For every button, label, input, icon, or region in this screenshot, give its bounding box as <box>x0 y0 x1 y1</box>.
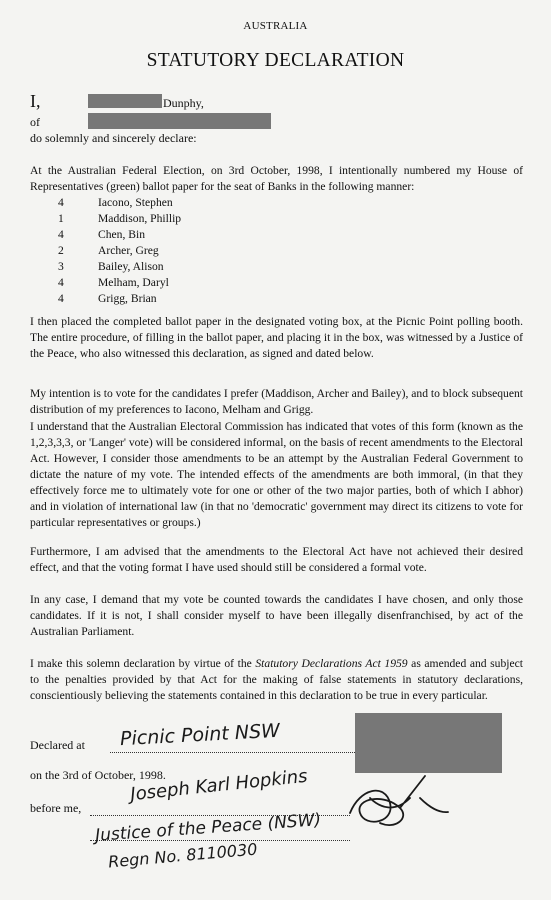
ballot-vote-list <box>58 195 181 307</box>
date-line: on the 3rd of October, 1998. <box>30 768 166 782</box>
act-name: Statutory Declarations Act 1959 <box>255 657 408 670</box>
solemn-declaration-paragraph <box>30 656 523 704</box>
witness-signature-icon <box>340 768 450 838</box>
list-item <box>58 291 181 307</box>
vote-number: 4 <box>58 292 64 305</box>
vote-number: 4 <box>58 196 64 209</box>
list-item <box>58 275 181 291</box>
list-item <box>58 227 181 243</box>
understanding-paragraph: I understand that the Australian Electoral Commission has indicated that votes of this form (known as the 1,2,3,3,3, or 'Langer' vote) will be considered informal, on the basis of recent amendments to the Electoral Act. However, I consider those amendments to be an attempt by the Australian Federal Government to dictate the nature of my vote. The intended effects of the amendments are both immoral, (in that they effectively force me to ultimately vote for one or other of the two major parties, both of which I abhor) and in violation of international law (in that no 'democratic' government may direct its citizens to vote for particular representatives or groups.) <box>30 420 523 529</box>
document-title: STATUTORY DECLARATION <box>146 50 405 71</box>
candidate-name: Melham, Daryl <box>98 276 169 289</box>
furthermore-paragraph: Furthermore, I am advised that the amendments to the Electoral Act have not achieved their desired effect, and that the voting format I have used should still be considered a formal vote. <box>30 545 523 574</box>
of-label: of <box>30 115 40 129</box>
candidate-name: Chen, Bin <box>98 228 146 241</box>
candidate-name: Grigg, Brian <box>98 292 157 305</box>
list-item <box>58 195 181 211</box>
solemn-text-start: I make this solemn declaration by virtue of the <box>30 657 256 670</box>
redacted-address <box>88 113 271 129</box>
intro-paragraph: At the Australian Federal Election, on 3rd October, 1998, I intentionally numbered my House of Representatives (green) ballot paper for the seat of Banks in the following manner: <box>30 164 523 193</box>
witness-title-handwriting: Justice of the Peace (NSW) <box>94 810 322 846</box>
country-heading: AUSTRALIA <box>243 20 308 32</box>
list-item <box>58 243 181 259</box>
vote-number: 4 <box>58 276 64 289</box>
vote-number: 1 <box>58 212 64 225</box>
vote-number: 2 <box>58 244 64 257</box>
list-item <box>58 211 181 227</box>
vote-number: 3 <box>58 260 64 273</box>
declared-at-label: Declared at <box>30 738 85 752</box>
vote-number: 4 <box>58 228 64 241</box>
declarant-surname: Dunphy, <box>163 96 204 110</box>
declare-line: do solemnly and sincerely declare: <box>30 131 197 145</box>
intention-paragraph: My intention is to vote for the candidates I prefer (Maddison, Archer and Bailey), and to block subsequent distribution of my preferences to Iacono, Melham and Grigg. <box>30 387 523 416</box>
candidate-name: Bailey, Alison <box>98 260 164 273</box>
candidate-name: Archer, Greg <box>98 244 159 257</box>
solemn-text-end: as amended and subject to the penalties provided by that Act for the making of false statements in statutory declarations, conscientiously believing the statements contained in this declaration to be true in every particular. <box>30 657 523 702</box>
before-me-label: before me, <box>30 801 82 815</box>
declared-at-handwriting: Picnic Point NSW <box>119 719 281 751</box>
candidate-name: Iacono, Stephen <box>98 196 173 209</box>
demand-paragraph: In any case, I demand that my vote be counted towards the candidates I have chosen, and only those candidates. If it is not, I shall consider myself to have been illegally disenfranchised, by act of the Australian Parliament. <box>30 593 523 638</box>
witness-name-handwriting: Joseph Karl Hopkins <box>129 765 309 806</box>
candidate-name: Maddison, Phillip <box>98 212 182 225</box>
redacted-first-name <box>88 94 162 108</box>
list-item <box>58 259 181 275</box>
registration-handwriting: Regn No. 8110030 <box>107 839 259 872</box>
procedure-paragraph: I then placed the completed ballot paper in the designated voting box, at the Picnic Point polling booth. The entire procedure, of filling in the ballot paper, and placing it in the box, was witnessed by a Justice of the Peace, who also witnessed this declaration, as signed and dated below. <box>30 315 523 360</box>
redacted-signature-block <box>355 713 502 773</box>
declarant-pronoun: I, <box>30 91 41 111</box>
declared-at-line <box>110 752 355 753</box>
